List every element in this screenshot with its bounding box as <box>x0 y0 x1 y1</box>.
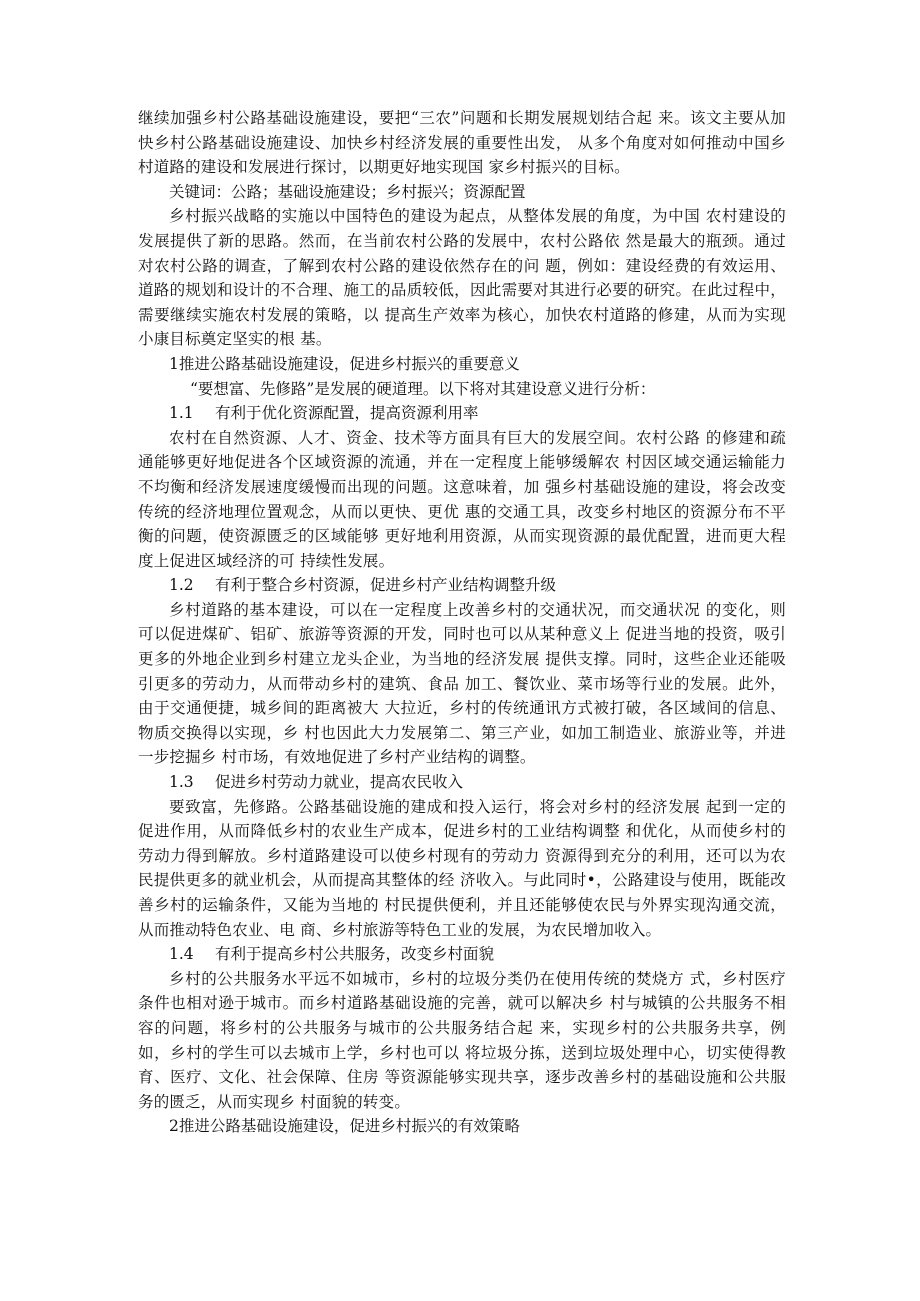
subsection-1-4-number: 1.4 <box>169 945 194 964</box>
section-1-title: 1推进公路基础设施建设，促进乡村振兴的重要意义 <box>169 354 520 373</box>
section-1-heading <box>138 352 786 377</box>
subsection-1-4-title: 有利于提高乡村公共服务，改变乡村面貌 <box>215 945 495 964</box>
section-2-heading <box>138 1114 786 1139</box>
intro-paragraph: 乡村振兴战略的实施以中国特色的建设为起点，从整体发展的角度，为中国 农村建设的发展提供了新的思路。然而，在当前农村公路的发展中，农村公路依 然是最大的瓶颈。通过对农村公路的调查，了解到农村公路的建设依然存在的问 题，例如：建设经费的有效运用、道路的规划和设计的不合理、施工的品质较低，因此需要对其进行必要的研究。在此过程中，需要继续实施农村发展的策略，以 提高生产效率为核心，加快农村道路的修建，从而为实现小康目标奠定坚实的根 基。 <box>138 207 786 349</box>
subsection-1-4-body: 乡村的公共服务水平远不如城市，乡村的垃圾分类仍在使用传统的焚烧方 式，乡村医疗条件也相对逊于城市。而乡村道路基础设施的完善，就可以解决乡 村与城镇的公共服务不相容的问题，将乡村的公共服务与城市的公共服务结合起 来，实现乡村的公共服务共享，例如，乡村的学生可以去城市上学，乡村也可以 将垃圾分拣，送到垃圾处理中心，切实使得教育、医疗、文化、社会保障、住房 等资源能够实现共享，逐步改善乡村的基础设施和公共服务的匮乏，从而实现乡 村面貌的转变。 <box>138 969 786 1111</box>
subsection-1-2-heading <box>138 573 786 598</box>
section-1-lead: “要想富、先修路”是发展的硬道理。以下将对其建设意义进行分析： <box>190 379 656 398</box>
abstract-paragraph: 继续加强乡村公路基础设施建设，要把“三农”问题和长期发展规划结合起 来。该文主要从加快乡村公路基础设施建设、加快乡村经济发展的重要性出发， 从多个角度对如何推动中国乡村道路的建设和发展进行探讨，以期更好地实现国 家乡村振兴的目标。 <box>138 109 786 177</box>
subsection-1-1-number: 1.1 <box>169 404 194 423</box>
subsection-1-1-heading <box>138 401 786 426</box>
subsection-1-3-body: 要致富，先修路。公路基础设施的建成和投入运行，将会对乡村的经济发展 起到一定的促进作用，从而降低乡村的农业生产成本，促进乡村的工业结构调整 和优化，从而使乡村的劳动力得到解放。乡村道路建设可以使乡村现有的劳动力 资源得到充分的利用，还可以为农民提供更多的就业机会，从而提高其整体的经 济收入。与此同时•，公路建设与使用，既能改善乡村的运输条件，又能为当地的 村民提供便利，并且还能够使农民与外界实现沟通交流，从而推动特色农业、电 商、乡村旅游等特色工业的发展，为农民增加收入。 <box>138 797 786 939</box>
subsection-1-4-heading <box>138 942 786 967</box>
subsection-1-2-number: 1.2 <box>169 576 194 595</box>
subsection-1-2-body: 乡村道路的基本建设，可以在一定程度上改善乡村的交通状况，而交通状况 的变化，则可以促进煤矿、铝矿、旅游等资源的开发，同时也可以从某种意义上 促进当地的投资，吸引更多的外地企业到乡村建立龙头企业，为当地的经济发展 提供支撑。同时，这些企业还能吸引更多的劳动力，从而带动乡村的建筑、食品 加工、餐饮业、菜市场等行业的发展。此外，由于交通便捷，城乡间的距离被大 大拉近，乡村的传统通讯方式被打破，各区域间的信息、物质交换得以实现，乡 村也因此大力发展第二、第三产业，如加工制造业、旅游业等，并进一步挖掘乡 村市场，有效地促进了乡村产业结构的调整。 <box>138 600 786 767</box>
subsection-1-2-title: 有利于整合乡村资源，促进乡村产业结构调整升级 <box>215 576 557 595</box>
subsection-1-1-title: 有利于优化资源配置，提高资源利用率 <box>215 404 479 423</box>
subsection-1-3-number: 1.3 <box>169 773 194 792</box>
subsection-1-1-body: 农村在自然资源、人才、资金、技术等方面具有巨大的发展空间。农村公路 的修建和疏通能够更好地促进各个区域资源的流通，并在一定程度上能够缓解农 村因区域交通运输能力不均衡和经济发展速度缓慢而出现的问题。这意味着，加 强乡村基础设施的建设，将会改变传统的经济地理位置观念，从而以更快、更优 惠的交通工具，改变乡村地区的资源分布不平衡的问题，使资源匮乏的区域能够 更好地利用资源，从而实现资源的最优配置，进而更大程度上促进区域经济的可 持续性发展。 <box>138 428 786 570</box>
subsection-1-3-heading <box>138 770 786 795</box>
keywords-line: 关键词：公路；基础设施建设；乡村振兴；资源配置 <box>169 182 526 201</box>
subsection-1-3-title: 促进乡村劳动力就业，提高农民收入 <box>215 773 464 792</box>
section-2-title: 2推进公路基础设施建设，促进乡村振兴的有效策略 <box>169 1117 520 1136</box>
document-page <box>138 106 786 1139</box>
